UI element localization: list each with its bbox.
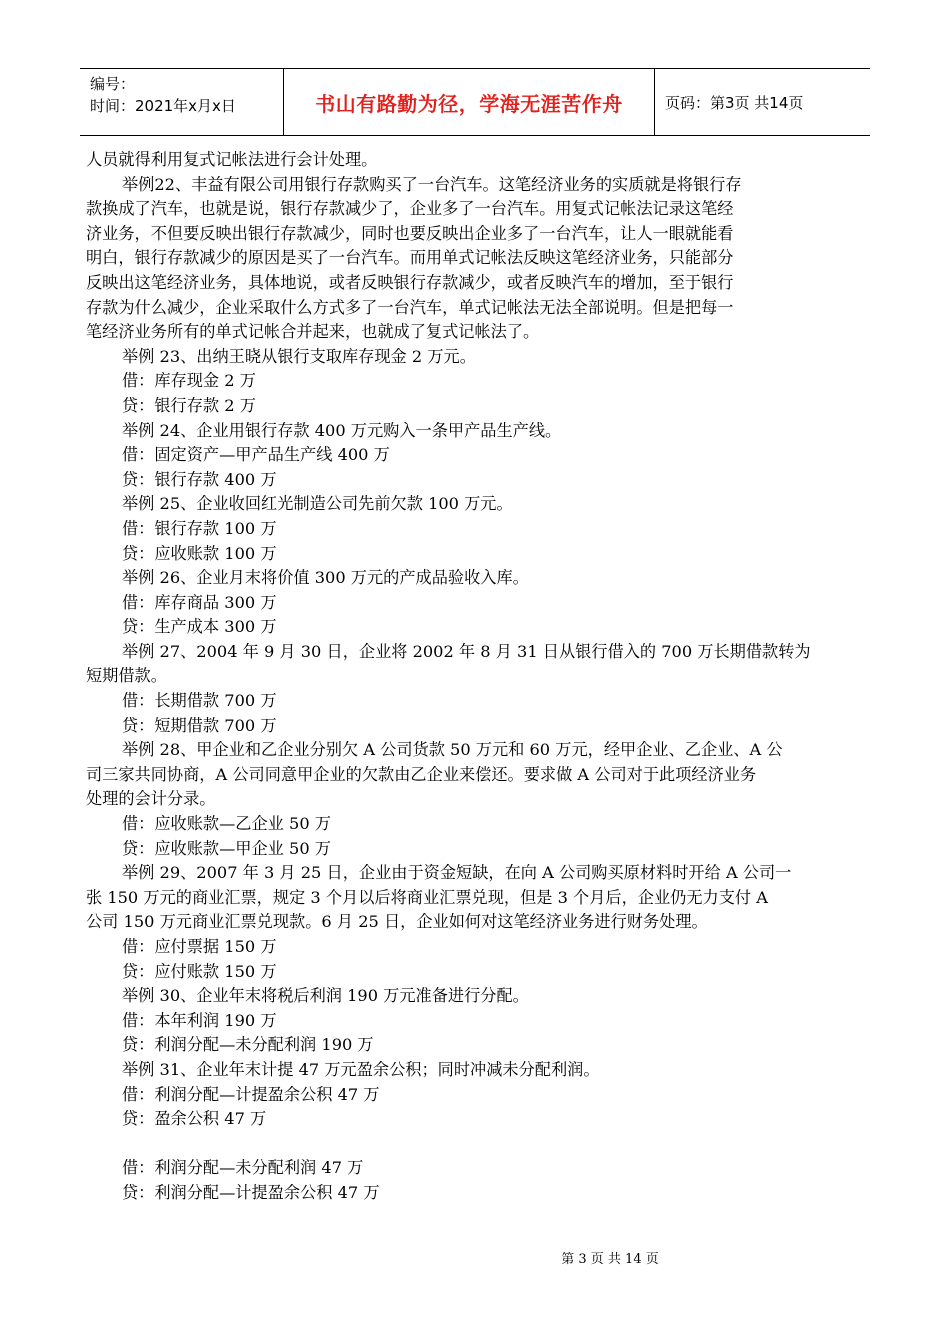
text-line: 借：本年利润 190 万 (122, 1010, 277, 1030)
text-line: 人员就得利用复式记帐法进行会计处理。 (86, 150, 378, 169)
text-line: 张 150 万元的商业汇票，规定 3 个月以后将商业汇票兑现，但是 3 个月后，企业仍无力支付 A (86, 887, 768, 907)
text-line: 借：利润分配—未分配利润 47 万 (122, 1158, 364, 1178)
text-line: 举例 23、出纳王晓从银行支取库存现金 2 万元。 (122, 346, 476, 366)
text-line: 举例 30、企业年末将税后利润 190 万元准备进行分配。 (122, 986, 529, 1006)
text-line: 贷：利润分配—计提盈余公积 47 万 (122, 1182, 380, 1202)
text-line: 借：应收账款—乙企业 50 万 (122, 814, 331, 834)
text-line: 贷：银行存款 400 万 (122, 469, 277, 489)
text-line: 贷：利润分配—未分配利润 190 万 (122, 1035, 374, 1055)
blank-line (86, 1132, 866, 1157)
text-line: 借：银行存款 100 万 (122, 518, 277, 538)
text-line: 款换成了汽车，也就是说，银行存款减少了，企业多了一台汽车。用复式记帐法记录这笔经 (86, 199, 734, 219)
text-line: 公司 150 万元商业汇票兑现款。6 月 25 日，企业如何对这笔经济业务进行财务处理。 (86, 912, 708, 932)
text-line: 笔经济业务所有的单式记帐合并起来，也就成了复式记帐法了。 (86, 322, 540, 342)
page-footer: 第 3 页 共 14 页 (561, 1252, 659, 1267)
text-line: 短期借款。 (86, 666, 167, 686)
document-body (86, 148, 866, 1206)
text-line: 举例 25、企业收回红光制造公司先前欠款 100 万元。 (122, 494, 513, 514)
text-line: 处理的会计分录。 (86, 789, 216, 809)
text-line: 济业务，不但要反映出银行存款减少，同时也要反映出企业多了一台汽车，让人一眼就能看 (86, 223, 734, 243)
text-line: 举例 28、甲企业和乙企业分别欠 A 公司货款 50 万元和 60 万元，经甲企业、乙企业、A 公 (122, 740, 783, 760)
header-meta (80, 69, 283, 135)
number-label: 编号： (90, 75, 136, 93)
page-header (80, 68, 870, 136)
text-line: 借：应付票据 150 万 (122, 937, 277, 956)
text-line: 举例 27、2004 年 9 月 30 日，企业将 2002 年 8 月 31 日从银行借入的 700 万长期借款转为 (122, 641, 811, 661)
text-line: 司三家共同协商，A 公司同意甲企业的欠款由乙企业来偿还。要求做 A 公司对于此项经济业务 (86, 764, 757, 784)
text-line: 举例 31、企业年末计提 47 万元盈余公积；同时冲减未分配利润。 (122, 1059, 600, 1079)
text-line: 举例 24、企业用银行存款 400 万元购入一条甲产品生产线。 (122, 420, 562, 440)
text-line: 贷：短期借款 700 万 (122, 715, 277, 735)
text-line: 反映出这笔经济业务，具体地说，或者反映银行存款减少，或者反映汽车的增加，至于银行 (86, 272, 734, 292)
text-line: 举例22、丰益有限公司用银行存款购买了一台汽车。这笔经济业务的实质就是将银行存 (122, 174, 742, 194)
text-line: 贷：生产成本 300 万 (122, 617, 277, 637)
text-line: 借：库存现金 2 万 (122, 371, 256, 391)
text-line: 明白，银行存款减少的原因是买了一台汽车。而用单式记帐法反映这笔经济业务，只能部分 (86, 248, 734, 268)
time-label: 时间：2021年x月x日 (90, 97, 236, 115)
text-line: 借：利润分配—计提盈余公积 47 万 (122, 1084, 380, 1104)
text-line: 贷：应收账款 100 万 (122, 543, 277, 563)
text-line: 借：固定资产—甲产品生产线 400 万 (122, 445, 390, 465)
text-line: 举例 26、企业月末将价值 300 万元的产成品验收入库。 (122, 568, 529, 588)
text-line: 借：长期借款 700 万 (122, 691, 277, 711)
text-line: 举例 29、2007 年 3 月 25 日，企业由于资金短缺，在向 A 公司购买原材料时开给 A 公司一 (122, 863, 792, 883)
header-page-label: 页码：第3页 共14页 (665, 93, 804, 112)
text-line: 贷：应收账款—甲企业 50 万 (122, 838, 331, 858)
text-line: 贷：银行存款 2 万 (122, 395, 256, 415)
header-motto: 书山有路勤为径，学海无涯苦作舟 (283, 69, 655, 135)
text-line: 存款为什么减少，企业采取什么方式多了一台汽车，单式记帐法无法全部说明。但是把每一 (86, 297, 734, 317)
text-line: 贷：应付账款 150 万 (122, 961, 277, 981)
text-line: 贷：盈余公积 47 万 (122, 1109, 267, 1129)
text-line: 借：库存商品 300 万 (122, 592, 277, 612)
